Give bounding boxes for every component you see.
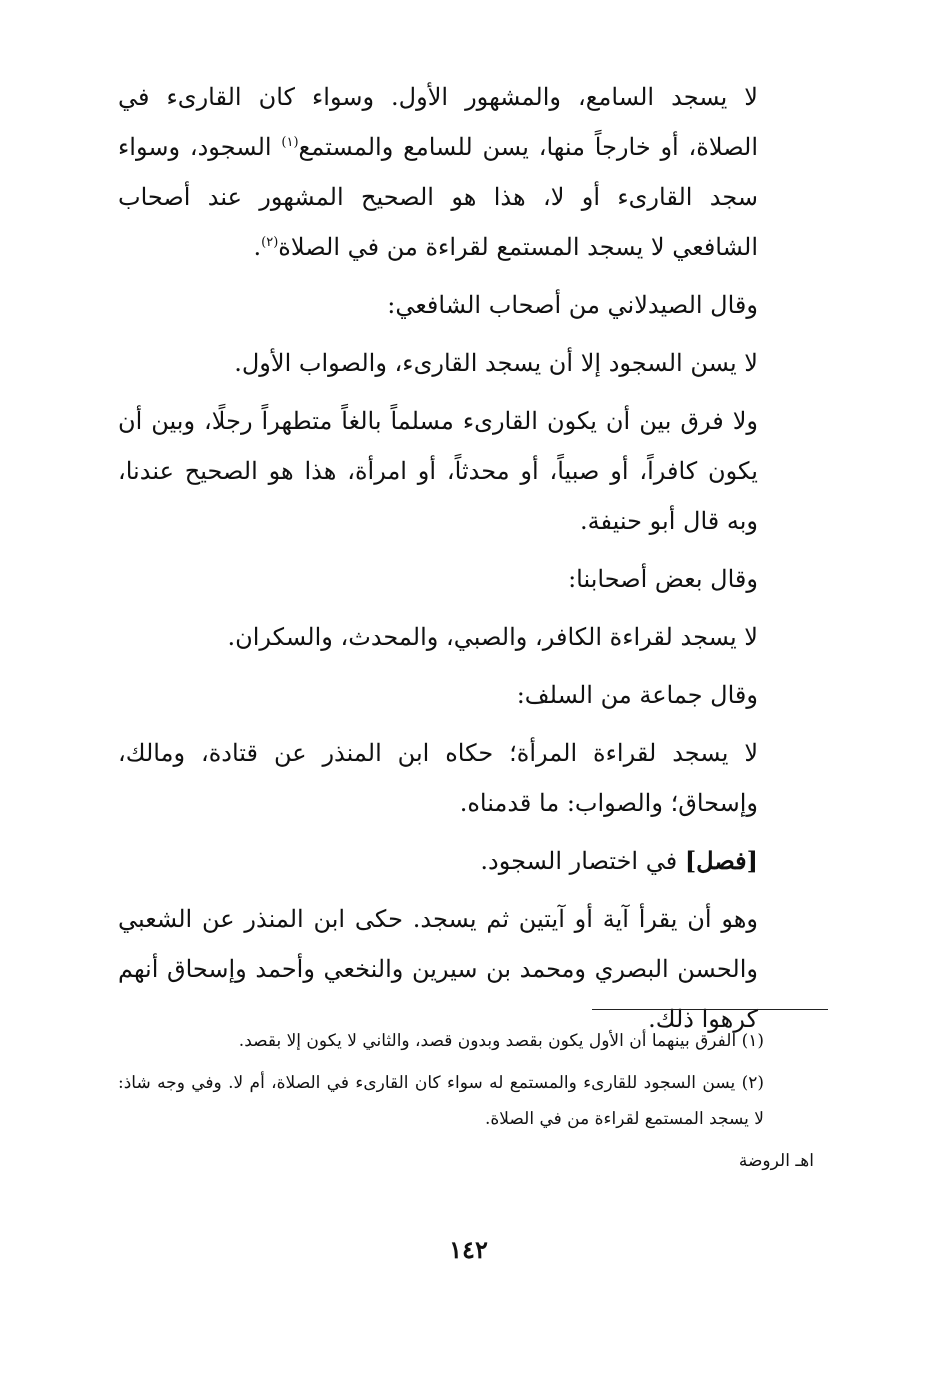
- paragraph-1-part-2: السجود، وسواء سجد القارىء أو لا، هذا هو الصحيح المشهور عند أصحاب الشافعي لا يسجد المستمع لقراءة من في الصلاة: [118, 133, 758, 261]
- section-heading: [118, 836, 814, 886]
- paragraph-10: وهو أن يقرأ آية أو آيتين ثم يسجد. حكى ابن المنذر عن الشعبي والحسن البصري ومحمد بن سيرين والنخعي وأحمد وإسحاق أنهم كرهوا ذلك.: [118, 905, 758, 1033]
- footnote-2: (٢) يسن السجود للقارىء والمستمع له سواء كان القارىء في الصلاة، أم لا. وفي وجه شاذ: لا يسجد المستمع لقراءة من في الصلاة.: [118, 1073, 764, 1129]
- paragraph-6: لا يسجد لقراءة الكافر، والصبي، والمحدث، والسكران.: [227, 623, 758, 651]
- footnote-1: (١) الفرق بينهما أن الأول يكون بقصد وبدون قصد، والثاني لا يكون إلا بقصد.: [238, 1031, 764, 1051]
- section-label: [فصل]: [684, 846, 758, 875]
- paragraph-1-end: .: [253, 233, 262, 261]
- paragraph-4: ولا فرق بين أن يكون القارىء مسلماً بالغاً متطهراً رجلًا، وبين أن يكون كافراً، أو صبياً، أو محدثاً، أو امرأة، هذا هو الصحيح عندنا، وبه قال أبو حنيفة.: [118, 407, 758, 535]
- footnote-ref-1: (١): [281, 135, 299, 150]
- footnote-divider: [592, 1009, 828, 1010]
- section-title: في اختصار السجود.: [480, 847, 685, 875]
- paragraph-7: وقال جماعة من السلف:: [516, 681, 758, 709]
- footnotes: [118, 1023, 814, 1185]
- page-number: ١٤٢: [449, 1235, 488, 1264]
- paragraph-3: لا يسن السجود إلا أن يسجد القارىء، والصواب الأول.: [234, 349, 758, 377]
- paragraph-2: وقال الصيدلاني من أصحاب الشافعي:: [387, 291, 758, 319]
- paragraph-8: لا يسجد لقراءة المرأة؛ حكاه ابن المنذر عن قتادة، ومالك، وإسحاق؛ والصواب: ما قدمناه.: [118, 739, 759, 817]
- paragraph-1: [118, 72, 814, 272]
- paragraph-5: وقال بعض أصحابنا:: [568, 565, 758, 593]
- paragraph-1-part-1: لا يسجد السامع، والمشهور الأول. وسواء كان القارىء في الصلاة، أو خارجاً منها، يسن للسامع والمستمع: [118, 83, 758, 161]
- footnote-source: اهـ الروضة: [738, 1151, 814, 1171]
- footnote-ref-2: (٢): [261, 235, 279, 250]
- main-text: [118, 72, 814, 1052]
